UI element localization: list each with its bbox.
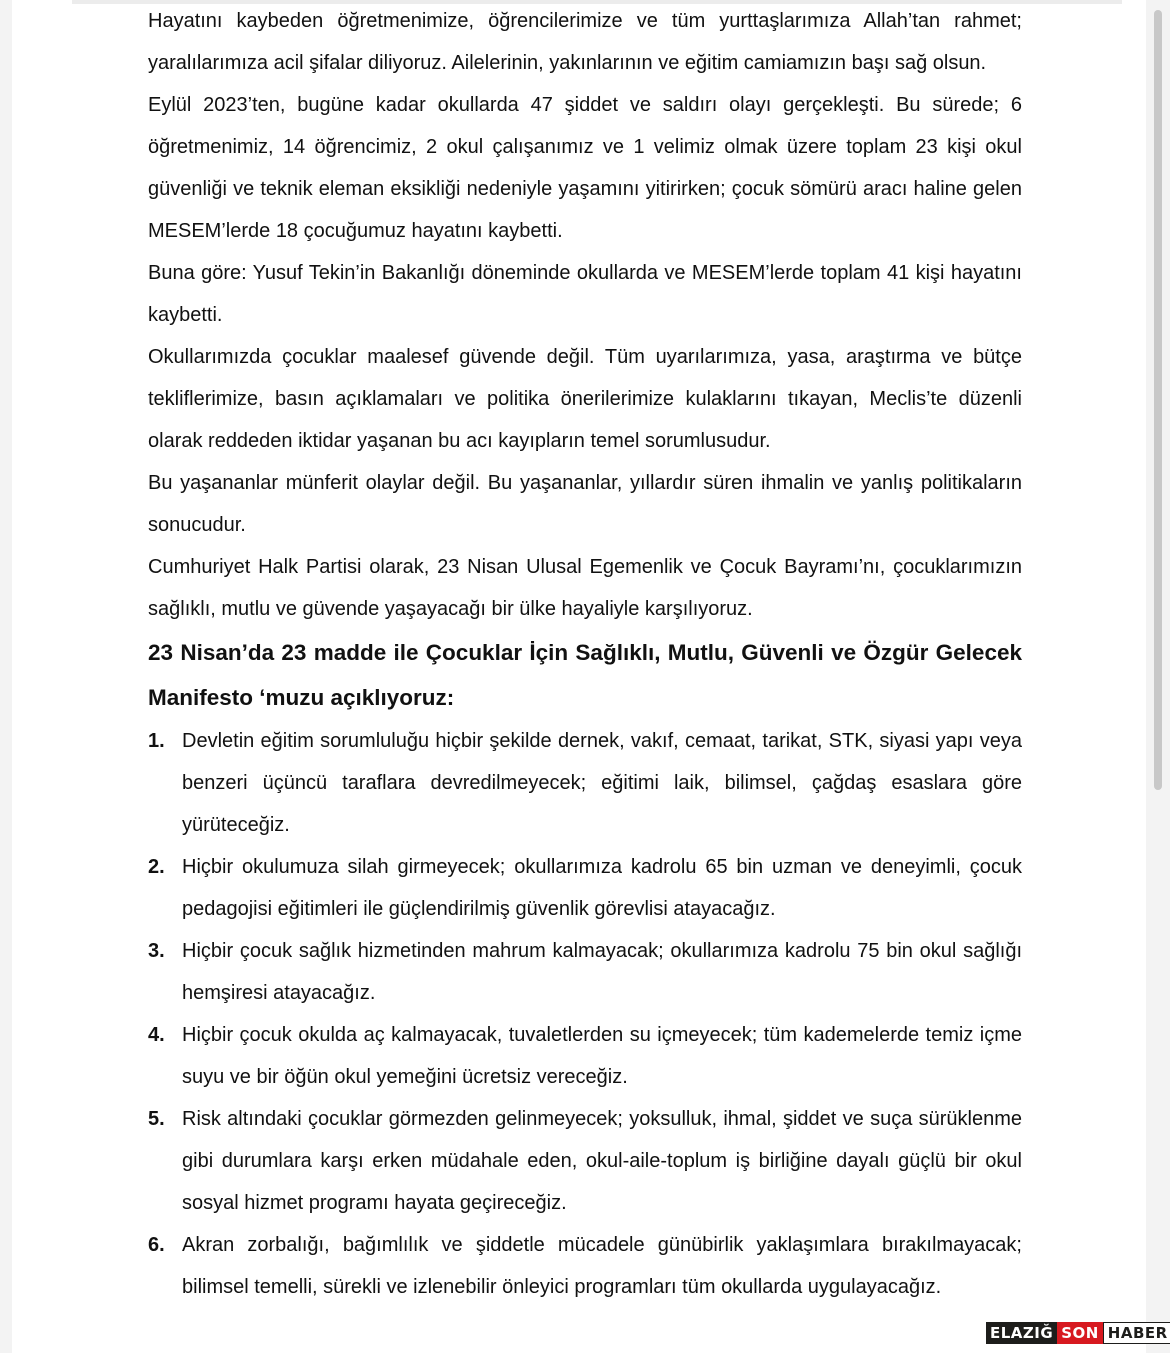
scrollbar-thumb[interactable] (1154, 10, 1162, 790)
paragraph-not-isolated: Bu yaşananlar münferit olaylar değil. Bu yaşananlar, yıllardır süren ihmalin ve yanlış politikaların sonucudur. (148, 472, 1022, 536)
watermark-part-elazig: ELAZIĞ (986, 1322, 1057, 1344)
list-item-number: 1. (148, 730, 165, 752)
watermark-part-haber: HABER (1103, 1322, 1170, 1344)
paragraph-statistics: Eylül 2023’ten, bugüne kadar okullarda 47 şiddet ve saldırı olayı gerçekleşti. Bu sürede; 6 öğretmenimiz, 14 öğrencimiz, 2 okul çalışanımız ve 1 velimiz olmak üzere toplam 23 kişi okul güvenliği ve teknik eleman eksikliği nedeniyle yaşamını yitirirken; çocuk sömürü aracı haline gelen MESEM’lerde 18 çocuğumuz hayatını kaybetti. (148, 94, 1022, 242)
list-item-number: 4. (148, 1024, 165, 1046)
document-content (148, 0, 1022, 1308)
list-item (148, 720, 1022, 846)
list-item-text: Risk altındaki çocuklar görmezden gelinmeyecek; yoksulluk, ihmal, şiddet ve suça sürüklenme gibi durumlara karşı erken müdahale eden, okul-aile-toplum iş birliğine dayalı güçlü bir okul sosyal hizmet programı hayata geçireceğiz. (182, 1108, 1022, 1214)
list-item-text: Hiçbir çocuk okulda aç kalmayacak, tuvaletlerden su içmeyecek; tüm kademelerde temiz içme suyu ve bir öğün okul yemeğini ücretsiz vereceğiz. (182, 1024, 1022, 1088)
paragraph-april-23: Cumhuriyet Halk Partisi olarak, 23 Nisan Ulusal Egemenlik ve Çocuk Bayramı’nı, çocuklarımızın sağlıklı, mutlu ve güvende yaşayacağı bir ülke hayaliyle karşılıyoruz. (148, 556, 1022, 620)
paragraph-schools-unsafe: Okullarımızda çocuklar maalesef güvende değil. Tüm uyarılarımıza, yasa, araştırma ve bütçe tekliflerimize, basın açıklamaları ve politika önerilerimize kulaklarını tıkayan, Meclis’te düzenli olarak reddeden iktidar yaşanan bu acı kayıpların temel sorumlusudur. (148, 346, 1022, 452)
list-item-number: 3. (148, 940, 165, 962)
list-item-number: 6. (148, 1234, 165, 1256)
paragraph-condolence: Hayatını kaybeden öğretmenimize, öğrencilerimize ve tüm yurttaşlarımıza Allah’tan rahmet; yaralılarımıza acil şifalar diliyoruz. Ailelerinin, yakınlarının ve eğitim camiamızın başı sağ olsun. (148, 10, 1022, 74)
watermark-part-son: SON (1057, 1322, 1103, 1344)
vertical-scrollbar[interactable] (1152, 0, 1164, 1353)
document-page (12, 0, 1146, 1353)
list-item (148, 1014, 1022, 1098)
list-item (148, 1098, 1022, 1224)
list-item (148, 930, 1022, 1014)
paragraph-ministry-total: Buna göre: Yusuf Tekin’in Bakanlığı döneminde okullarda ve MESEM’lerde toplam 41 kişi hayatını kaybetti. (148, 262, 1022, 326)
list-item (148, 1224, 1022, 1308)
manifesto-list (148, 720, 1022, 1308)
manifesto-heading: 23 Nisan’da 23 madde ile Çocuklar İçin Sağlıklı, Mutlu, Güvenli ve Özgür Gelecek Manifesto ‘muzu açıklıyoruz: (148, 640, 1022, 710)
watermark-logo (986, 1322, 1170, 1344)
list-item (148, 846, 1022, 930)
list-item-text: Akran zorbalığı, bağımlılık ve şiddetle mücadele günübirlik yaklaşımlara bırakılmayacak; bilimsel temelli, sürekli ve izlenebilir önleyici programları tüm okullarda uygulayacağız. (182, 1234, 1022, 1298)
list-item-number: 5. (148, 1108, 165, 1130)
list-item-number: 2. (148, 856, 165, 878)
list-item-text: Hiçbir çocuk sağlık hizmetinden mahrum kalmayacak; okullarımıza kadrolu 75 bin okul sağlığı hemşiresi atayacağız. (182, 940, 1022, 1004)
list-item-text: Devletin eğitim sorumluluğu hiçbir şekilde dernek, vakıf, cemaat, tarikat, STK, siyasi yapı veya benzeri üçüncü taraflara devredilmeyecek; eğitimi laik, bilimsel, çağdaş esaslara göre yürüteceğiz. (182, 730, 1022, 836)
list-item-text: Hiçbir okulumuza silah girmeyecek; okullarımıza kadrolu 65 bin uzman ve deneyimli, çocuk pedagojisi eğitimleri ile güçlendirilmiş güvenlik görevlisi atayacağız. (182, 856, 1022, 920)
